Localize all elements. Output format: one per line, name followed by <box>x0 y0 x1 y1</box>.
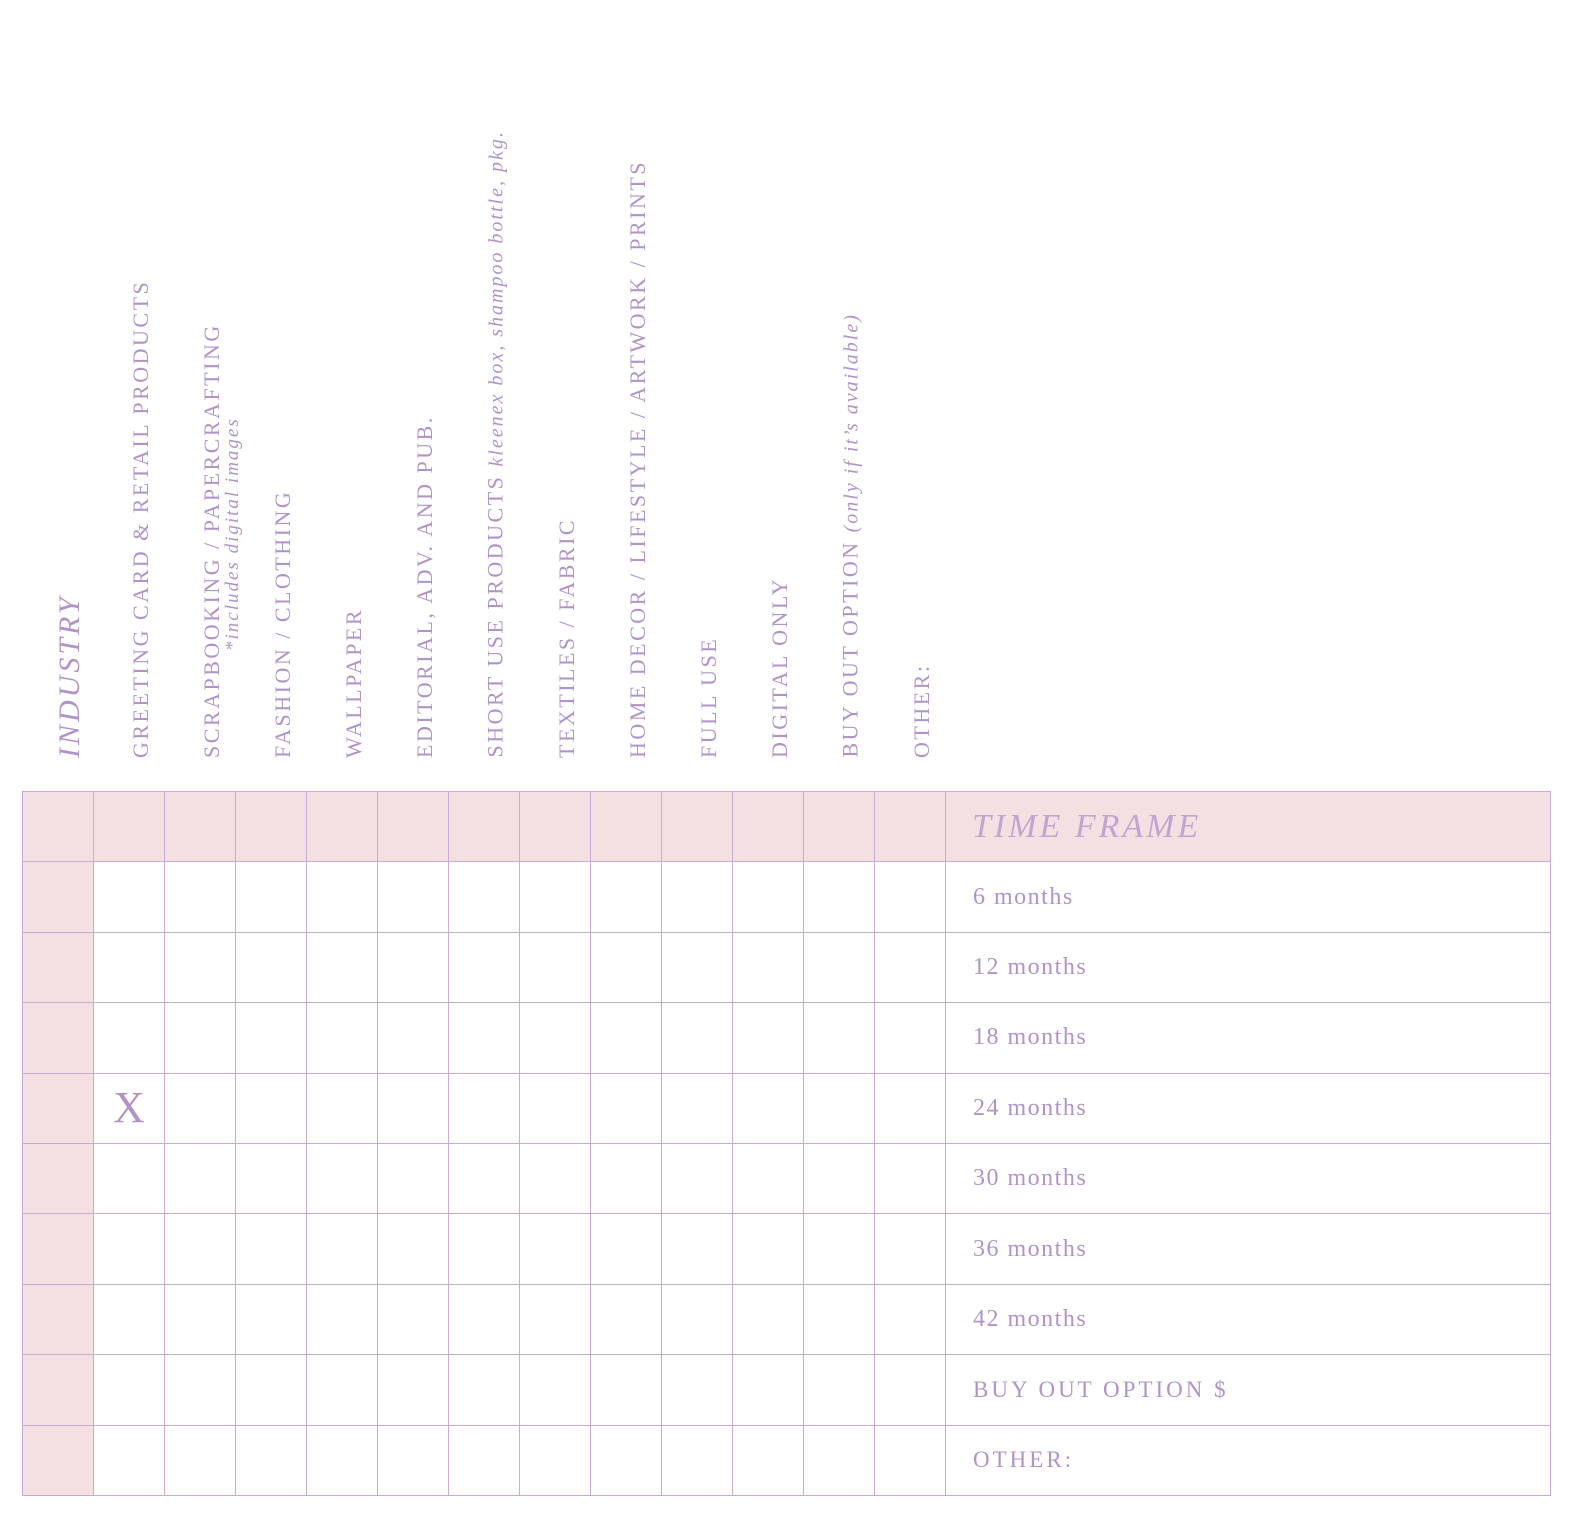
checkbox-cell[interactable] <box>875 1284 946 1354</box>
column-header-5-label: EDITORIAL, ADV. AND PUB. <box>411 415 437 758</box>
checkbox-cell[interactable] <box>662 862 733 932</box>
checkbox-cell[interactable] <box>307 862 378 932</box>
checkbox-cell[interactable] <box>94 862 165 932</box>
time-frame-label: 30 months <box>946 1143 1551 1213</box>
checkbox-cell[interactable] <box>804 1003 875 1073</box>
column-header-10-label: DIGITAL ONLY <box>766 576 792 758</box>
checkbox-cell[interactable] <box>804 1425 875 1495</box>
checkbox-cell[interactable] <box>165 1284 236 1354</box>
checkbox-cell[interactable] <box>591 1214 662 1284</box>
checkbox-cell[interactable] <box>591 862 662 932</box>
time-frame-label: BUY OUT OPTION $ <box>946 1355 1551 1425</box>
table-row <box>23 932 1551 1002</box>
header-cell <box>449 792 520 862</box>
checkbox-cell[interactable] <box>378 1003 449 1073</box>
checkbox-cell[interactable] <box>165 1143 236 1213</box>
header-cell <box>804 792 875 862</box>
column-header-1-label: GREETING CARD & RETAIL PRODUCTS <box>127 279 153 758</box>
header-cell <box>875 792 946 862</box>
grid-header-row <box>23 792 1551 862</box>
header-cell <box>378 792 449 862</box>
industry-cell <box>23 1425 94 1495</box>
column-header-3-label: FASHION / CLOTHING <box>269 489 295 758</box>
checkbox-cell[interactable] <box>733 932 804 1002</box>
column-header-12 <box>874 0 945 770</box>
checkbox-cell[interactable] <box>733 1425 804 1495</box>
industry-cell <box>23 1003 94 1073</box>
checkbox-cell[interactable] <box>591 932 662 1002</box>
time-frame-heading: TIME FRAME <box>946 792 1551 862</box>
industry-heading <box>22 0 93 770</box>
industry-cell <box>23 1355 94 1425</box>
checkbox-cell[interactable] <box>165 932 236 1002</box>
checkbox-cell[interactable] <box>520 1003 591 1073</box>
industry-cell <box>23 1073 94 1143</box>
table-row <box>23 1073 1551 1143</box>
table-row <box>23 1284 1551 1354</box>
checkbox-cell[interactable] <box>733 1284 804 1354</box>
x-mark: X <box>113 1083 145 1133</box>
industry-cell <box>23 1143 94 1213</box>
checkbox-cell[interactable] <box>804 862 875 932</box>
checkbox-cell[interactable] <box>733 1214 804 1284</box>
checkbox-cell[interactable] <box>875 862 946 932</box>
checkbox-cell[interactable] <box>94 932 165 1002</box>
checkbox-cell[interactable] <box>378 1073 449 1143</box>
checkbox-cell[interactable] <box>94 1003 165 1073</box>
industry-cell <box>23 1284 94 1354</box>
time-frame-label: 24 months <box>946 1073 1551 1143</box>
checkbox-cell[interactable] <box>591 1003 662 1073</box>
license-grid <box>22 791 1551 1496</box>
checkbox-cell[interactable] <box>733 1073 804 1143</box>
checkbox-cell[interactable] <box>449 1355 520 1425</box>
checkbox-cell[interactable] <box>875 1003 946 1073</box>
checkbox-cell[interactable] <box>378 1355 449 1425</box>
checkbox-cell[interactable] <box>733 1355 804 1425</box>
table-row <box>23 1214 1551 1284</box>
checkbox-cell[interactable] <box>662 932 733 1002</box>
table-row <box>23 1003 1551 1073</box>
checkbox-cell[interactable] <box>307 1214 378 1284</box>
industry-cell <box>23 932 94 1002</box>
checkbox-cell[interactable] <box>662 1143 733 1213</box>
column-header-8 <box>590 0 661 770</box>
checkbox-cell[interactable] <box>591 1073 662 1143</box>
header-cell <box>520 792 591 862</box>
checkbox-cell[interactable] <box>662 1425 733 1495</box>
checkbox-cell[interactable] <box>165 1425 236 1495</box>
checkbox-cell[interactable] <box>236 1143 307 1213</box>
checkbox-cell[interactable] <box>449 1143 520 1213</box>
header-cell <box>662 792 733 862</box>
table-row <box>23 1143 1551 1213</box>
table-row <box>23 862 1551 932</box>
checkbox-cell[interactable] <box>733 1143 804 1213</box>
checkbox-cell[interactable] <box>875 1214 946 1284</box>
checkbox-cell[interactable] <box>733 862 804 932</box>
checkbox-cell[interactable] <box>307 1284 378 1354</box>
checkbox-cell[interactable] <box>804 932 875 1002</box>
checkbox-cell[interactable] <box>875 932 946 1002</box>
checkbox-cell[interactable] <box>875 1425 946 1495</box>
checkbox-cell[interactable] <box>236 1214 307 1284</box>
checkbox-cell[interactable] <box>662 1284 733 1354</box>
header-cell <box>307 792 378 862</box>
checkbox-cell[interactable] <box>307 1355 378 1425</box>
column-header-9 <box>661 0 732 770</box>
checkbox-cell[interactable] <box>875 1073 946 1143</box>
checkbox-cell[interactable] <box>94 1143 165 1213</box>
checkbox-cell[interactable] <box>662 1073 733 1143</box>
checkbox-cell[interactable] <box>165 862 236 932</box>
checkbox-cell[interactable] <box>165 1073 236 1143</box>
column-header-10 <box>732 0 803 770</box>
checkbox-cell[interactable] <box>236 1003 307 1073</box>
column-header-6 <box>448 0 519 770</box>
checkbox-cell[interactable] <box>449 1425 520 1495</box>
checkbox-cell[interactable] <box>449 1214 520 1284</box>
checkbox-cell[interactable] <box>591 1425 662 1495</box>
checkbox-cell[interactable] <box>520 1425 591 1495</box>
column-header-4 <box>306 0 377 770</box>
checkbox-cell[interactable] <box>307 1143 378 1213</box>
checkbox-cell[interactable] <box>165 1355 236 1425</box>
checkbox-cell[interactable] <box>662 1003 733 1073</box>
checkbox-cell[interactable] <box>378 862 449 932</box>
industry-cell <box>23 1214 94 1284</box>
column-header-7 <box>519 0 590 770</box>
checkbox-cell[interactable] <box>94 1425 165 1495</box>
column-header-1 <box>93 0 164 770</box>
time-frame-label: 18 months <box>946 1003 1551 1073</box>
checkbox-cell[interactable] <box>520 932 591 1002</box>
checkbox-cell[interactable] <box>591 1355 662 1425</box>
checkbox-cell[interactable] <box>804 1214 875 1284</box>
checkbox-cell[interactable] <box>165 1214 236 1284</box>
header-cell <box>94 792 165 862</box>
industry-heading-label: INDUSTRY <box>52 594 86 758</box>
checkbox-cell[interactable] <box>236 1284 307 1354</box>
checkbox-cell[interactable] <box>236 862 307 932</box>
checkbox-cell[interactable] <box>94 1284 165 1354</box>
checkbox-cell[interactable] <box>236 1073 307 1143</box>
checkbox-cell[interactable] <box>378 1143 449 1213</box>
checkbox-cell[interactable] <box>520 862 591 932</box>
header-cell <box>23 792 94 862</box>
header-cell <box>236 792 307 862</box>
checkbox-cell[interactable] <box>236 1355 307 1425</box>
checkbox-cell[interactable] <box>307 1003 378 1073</box>
checkbox-cell[interactable] <box>449 932 520 1002</box>
checkbox-cell[interactable] <box>94 1214 165 1284</box>
checkbox-cell[interactable] <box>804 1073 875 1143</box>
time-frame-label: 12 months <box>946 932 1551 1002</box>
checkbox-cell[interactable] <box>94 1073 165 1143</box>
header-cell <box>733 792 804 862</box>
column-header-12-label: OTHER: <box>908 663 934 758</box>
header-cell <box>591 792 662 862</box>
checkbox-cell[interactable] <box>236 932 307 1002</box>
checkbox-cell[interactable] <box>662 1214 733 1284</box>
column-header-9-label: FULL USE <box>695 636 721 758</box>
time-frame-label: 36 months <box>946 1214 1551 1284</box>
column-header-3 <box>235 0 306 770</box>
checkbox-cell[interactable] <box>449 1073 520 1143</box>
checkbox-cell[interactable] <box>520 1143 591 1213</box>
checkbox-cell[interactable] <box>307 1425 378 1495</box>
checkbox-cell[interactable] <box>520 1073 591 1143</box>
checkbox-cell[interactable] <box>591 1143 662 1213</box>
column-header-11-label: BUY OUT OPTION <box>837 540 862 758</box>
checkbox-cell[interactable] <box>804 1143 875 1213</box>
time-frame-label: OTHER: <box>946 1425 1551 1495</box>
column-header-11 <box>803 0 874 770</box>
checkbox-cell[interactable] <box>520 1214 591 1284</box>
checkbox-cell[interactable] <box>520 1355 591 1425</box>
checkbox-cell[interactable] <box>378 1425 449 1495</box>
table-row <box>23 1425 1551 1495</box>
checkbox-cell[interactable] <box>236 1425 307 1495</box>
checkbox-cell[interactable] <box>804 1355 875 1425</box>
column-header-2 <box>164 0 235 770</box>
checkbox-cell[interactable] <box>449 1003 520 1073</box>
checkbox-cell[interactable] <box>875 1143 946 1213</box>
column-header-7-label: TEXTILES / FABRIC <box>553 517 579 758</box>
checkbox-cell[interactable] <box>591 1284 662 1354</box>
column-header-8-label: HOME DECOR / LIFESTYLE / ARTWORK / PRINTS <box>624 159 650 758</box>
scrapbooking-subnote: *includes digital images <box>222 417 243 651</box>
checkbox-cell[interactable] <box>378 1214 449 1284</box>
checkbox-cell[interactable] <box>662 1355 733 1425</box>
checkbox-cell[interactable] <box>449 862 520 932</box>
checkbox-cell[interactable] <box>520 1284 591 1354</box>
checkbox-cell[interactable] <box>378 1284 449 1354</box>
checkbox-cell[interactable] <box>94 1355 165 1425</box>
checkbox-cell[interactable] <box>307 932 378 1002</box>
column-header-5 <box>377 0 448 770</box>
column-header-4-label: WALLPAPER <box>340 607 366 758</box>
checkbox-cell[interactable] <box>307 1073 378 1143</box>
time-frame-label: 42 months <box>946 1284 1551 1354</box>
table-row <box>23 1355 1551 1425</box>
industry-cell <box>23 862 94 932</box>
checkbox-cell[interactable] <box>733 1003 804 1073</box>
column-header-11-note: (only if it’s available) <box>840 313 862 533</box>
column-header-6-label: SHORT USE PRODUCTS <box>482 474 507 758</box>
checkbox-cell[interactable] <box>165 1003 236 1073</box>
checkbox-cell[interactable] <box>875 1355 946 1425</box>
column-header-6-note: kleenex box, shampoo bottle, pkg. <box>485 130 507 467</box>
checkbox-cell[interactable] <box>378 932 449 1002</box>
checkbox-cell[interactable] <box>449 1284 520 1354</box>
time-frame-label: 6 months <box>946 862 1551 932</box>
header-cell <box>165 792 236 862</box>
column-header-2-label: SCRAPBOOKING / PAPERCRAFTING <box>198 323 224 758</box>
checkbox-cell[interactable] <box>804 1284 875 1354</box>
